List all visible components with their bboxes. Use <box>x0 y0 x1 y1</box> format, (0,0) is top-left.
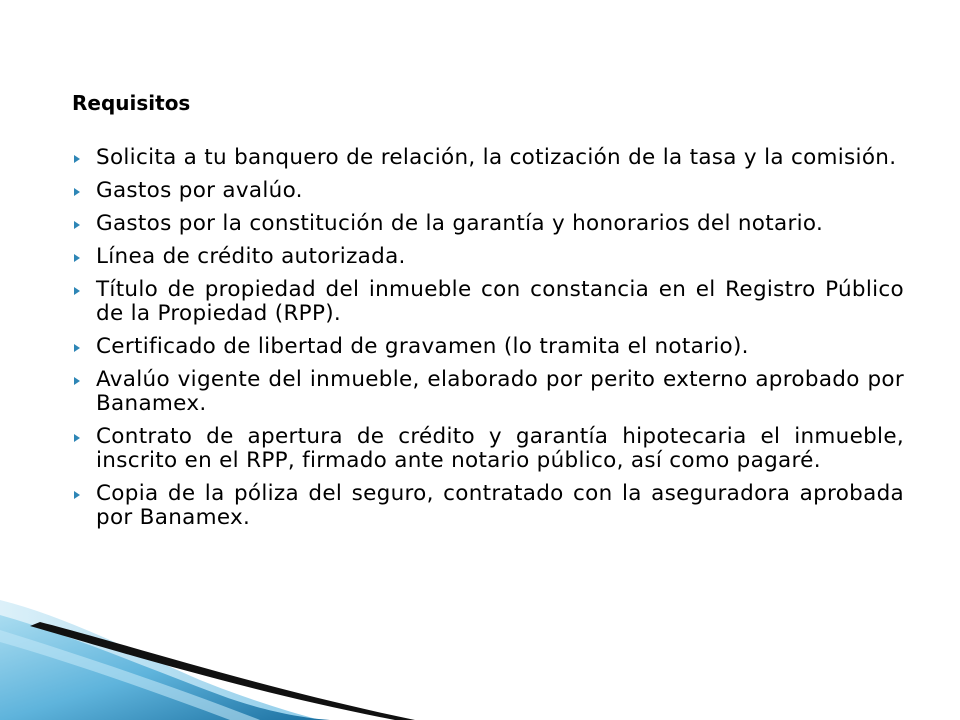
list-item-text: Copia de la póliza del seguro, contratado con la aseguradora aprobada por Banamex. <box>96 481 904 530</box>
slide-heading: Requisitos <box>72 91 191 115</box>
arrow-right-icon <box>74 491 80 499</box>
list-item-text: Avalúo vigente del inmueble, elaborado por perito externo aprobado por Banamex. <box>96 367 904 416</box>
decorative-wave <box>0 560 420 720</box>
list-item <box>72 245 904 269</box>
list-item <box>72 212 904 236</box>
list-item-text: Contrato de apertura de crédito y garantía hipotecaria el inmueble, inscrito en el RPP, firmado ante notario público, así como pagaré. <box>96 424 904 473</box>
list-item-text: Gastos por la constitución de la garantía y honorarios del notario. <box>96 211 824 236</box>
arrow-right-icon <box>74 188 80 196</box>
list-item <box>72 179 904 203</box>
arrow-right-icon <box>74 221 80 229</box>
arrow-right-icon <box>74 434 80 442</box>
list-item <box>72 278 904 326</box>
list-item <box>72 146 904 170</box>
arrow-right-icon <box>74 155 80 163</box>
arrow-right-icon <box>74 377 80 385</box>
list-item <box>72 482 904 530</box>
list-item-text: Línea de crédito autorizada. <box>96 244 406 269</box>
arrow-right-icon <box>74 254 80 262</box>
arrow-right-icon <box>74 287 80 295</box>
list-item <box>72 368 904 416</box>
list-item <box>72 425 904 473</box>
list-item-text: Gastos por avalúo. <box>96 178 303 203</box>
list-item <box>72 335 904 359</box>
list-item-text: Título de propiedad del inmueble con constancia en el Registro Público de la Propiedad (RPP). <box>96 277 904 326</box>
list-item-text: Certificado de libertad de gravamen (lo tramita el notario). <box>96 334 749 359</box>
requirements-list <box>72 146 904 539</box>
list-item-text: Solicita a tu banquero de relación, la cotización de la tasa y la comisión. <box>96 145 897 170</box>
arrow-right-icon <box>74 344 80 352</box>
